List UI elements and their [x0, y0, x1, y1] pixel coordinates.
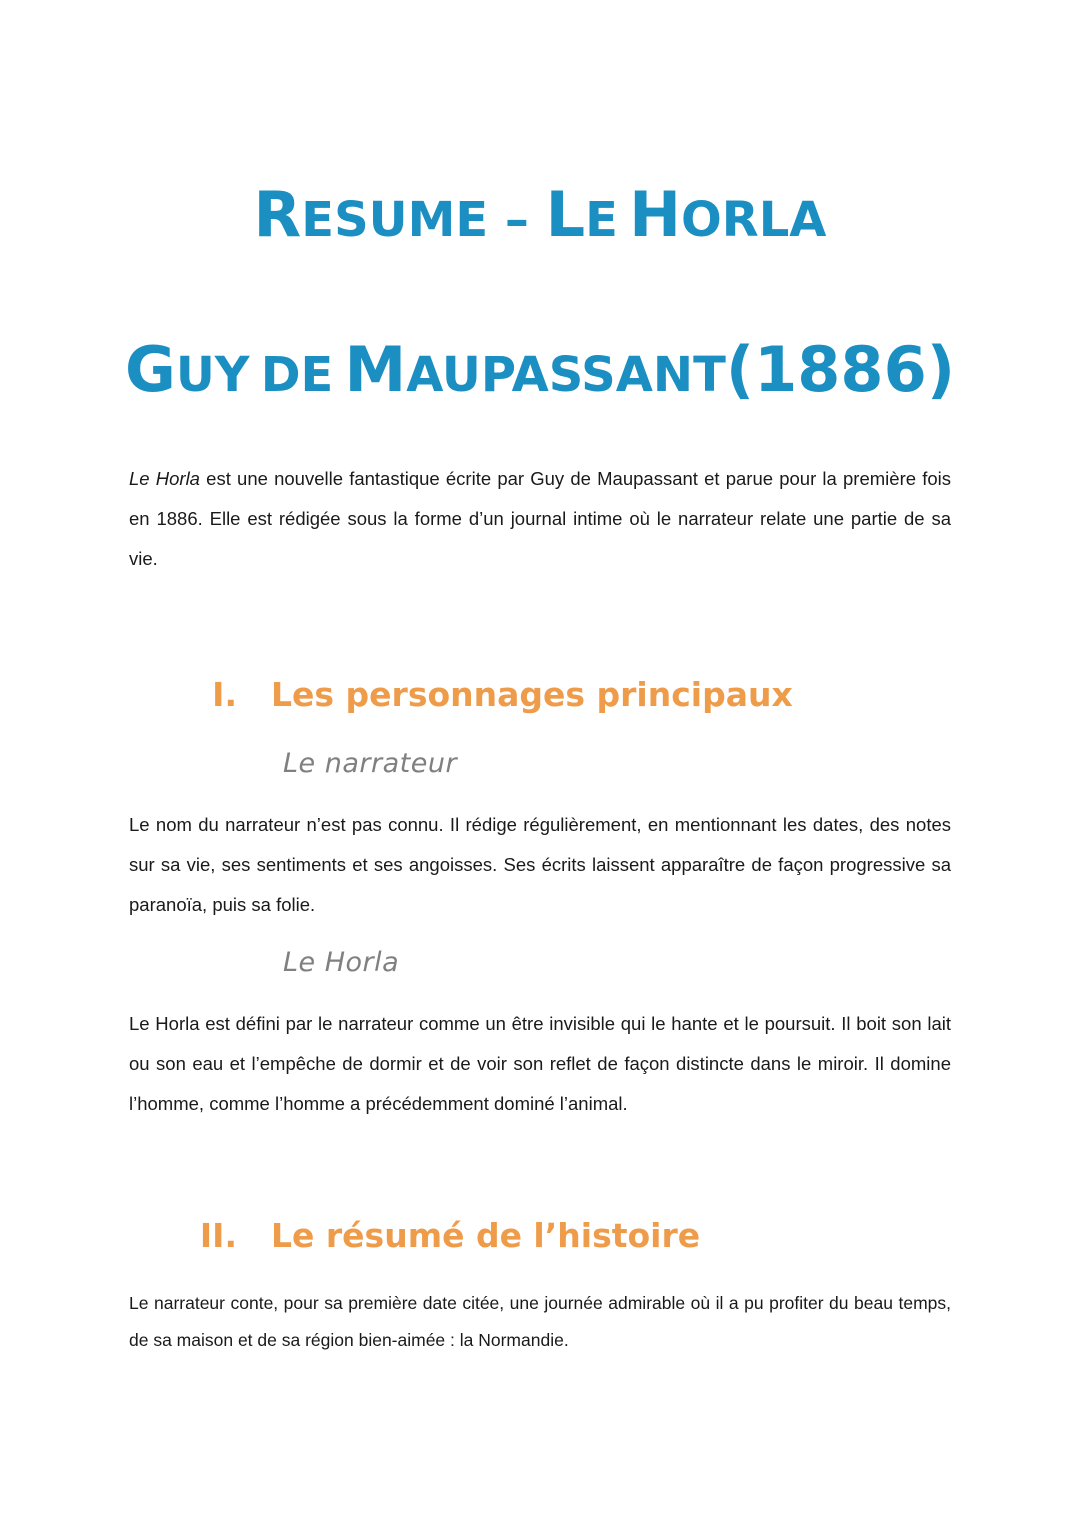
title-word: ORLA [680, 192, 827, 248]
document-title [0, 178, 1080, 251]
title-letter: M [344, 333, 407, 406]
section-number: II. [199, 1216, 237, 1255]
section-heading-2 [199, 1216, 701, 1255]
section-number: I. [212, 675, 237, 714]
section-title: Le résumé de l’histoire [271, 1216, 701, 1255]
horla-paragraph: Le Horla est défini par le narrateur comme un être invisible qui le hante et le poursuit. Il boit son lait ou son eau et l’empêche de dormir et de voir son reflet de façon distincte dans le miroir. Il domine l’homme, comme l’homme a précédemment dominé l’animal. [129, 1013, 951, 1114]
summary-paragraph: Le narrateur conte, pour sa première date citée, une journée admirable où il a pu profiter du beau temps, de sa maison et de sa région bien-aimée : la Normandie. [129, 1293, 951, 1350]
title-dash: – [488, 192, 546, 248]
section-title: Les personnages principaux [271, 675, 793, 714]
title-year: (1886) [725, 333, 956, 406]
title-word: E [585, 192, 618, 248]
subsection-heading-narrateur: Le narrateur [283, 748, 458, 779]
subsection-heading-horla: Le Horla [283, 947, 400, 978]
title-letter: H [629, 178, 681, 251]
title-letter: G [124, 333, 176, 406]
title-letter: L [545, 178, 586, 251]
intro-text: est une nouvelle fantastique écrite par Guy de Maupassant et parue pour la première fois en 1886. Elle est rédigée sous la forme d’un journal intime où le narrateur relate une partie de sa vie. [129, 468, 951, 569]
title-word: AUPASSANT [406, 347, 726, 403]
section-heading-1 [212, 675, 793, 714]
document-author [0, 333, 1080, 406]
intro-paragraph [129, 459, 951, 579]
title-word: UY [175, 347, 250, 403]
title-letter: R [253, 178, 302, 251]
intro-work-title: Le Horla [129, 468, 200, 489]
narrateur-paragraph: Le nom du narrateur n’est pas connu. Il rédige régulièrement, en mentionnant les dates, des notes sur sa vie, ses sentiments et ses angoisses. Ses écrits laissent apparaître de façon progressive sa paranoïa, puis sa folie. [129, 814, 951, 915]
title-word: ESUME [301, 192, 489, 248]
title-word: DE [260, 347, 334, 403]
